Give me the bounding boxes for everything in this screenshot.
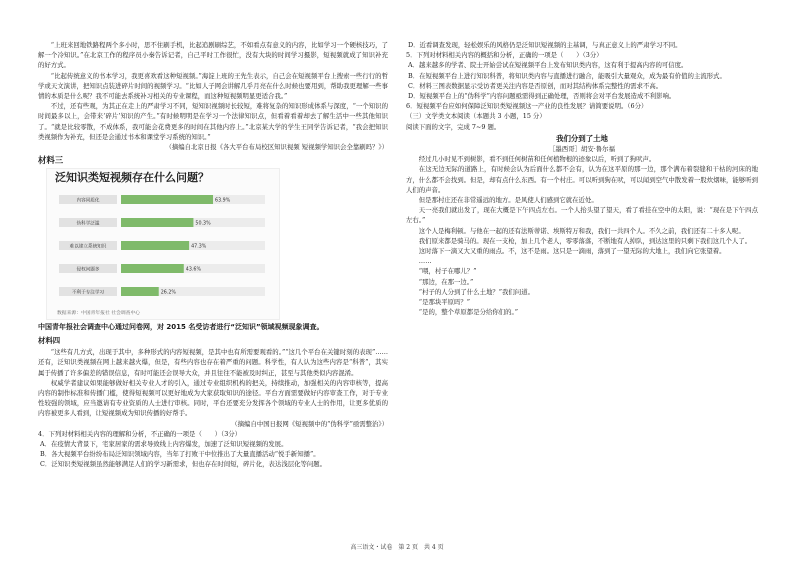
option-item: A．在疫情大背景下，宅家居家的需求导致线上内容爆发，加速了泛知识短视频的发展。 bbox=[40, 440, 288, 449]
source-note-2: （摘编自中国日报网《短视频中的“伪科学”亟需整治》） bbox=[231, 419, 388, 428]
paragraph: “上班来回地铁路程两个多小时，思不住刷手机，比起追剧刷综艺，不如看点有意义的内容，比如学习一个硬核技巧，了解一个冷知识。”在北京工作的程序员小秦告诉记者，自己平时工作很忙，没有大块的时间学习摄影，短视频就成了知识补充的好方式。 bbox=[38, 41, 388, 70]
intro-section bbox=[38, 40, 388, 142]
paragraph: “比起传统意义的书本学习，我更喜欢看这种短视频。”海淀上班的王先生表示，自己会在短视频平台上搜索一些行行的哲学或天文演讲，把知识点装进碎片时间的视频学习。“比如人子网会讲解几乎月亮在什么时候也要用到，帮助我更理解一些事情的本质是什么呢？我不可能去系统补习相关的专业课程，而这种短视频明显更适合我。” bbox=[38, 71, 388, 101]
option-item: D．短视频平台上的“伪科学”内容问题亟需得到正确处理，否则将会对平台发展造成不利影响。 bbox=[408, 92, 676, 101]
data-label: 63.9% bbox=[215, 198, 231, 204]
story-paragraph: “是的，整个草原都是分给你们的。” bbox=[418, 308, 518, 317]
section-heading: （三）文学类文本阅读（本题共 3 小题，15 分） bbox=[406, 112, 546, 121]
bar bbox=[121, 218, 193, 227]
material4-section bbox=[38, 335, 388, 418]
story-paragraph: 在这无边无际的道路上，有时候会认为后面什么都不会有，认为在这平原的那一边，那个满布着裂缝和干枯的河床的地方，什么都不会找到。但是，却有点什么东西。有一个村庄。可以听到狗在吠，可以闻到空气中散发着一股炊烟味，能够听到人们的声音。 bbox=[406, 165, 758, 194]
category-label: 内容同质化 bbox=[76, 198, 100, 204]
right-column bbox=[406, 40, 758, 317]
question-5: 5．下列对材料相关内容的概括和分析，正确的一项是（ ）（3分） bbox=[406, 51, 603, 60]
bar bbox=[121, 241, 189, 250]
data-label: 50.3% bbox=[195, 221, 211, 227]
bar bbox=[121, 287, 159, 296]
bar bbox=[121, 195, 213, 204]
material4-body bbox=[38, 347, 388, 418]
material3-heading: 材料三 bbox=[38, 155, 64, 166]
data-label: 43.6% bbox=[185, 267, 202, 273]
question-4-options bbox=[38, 439, 388, 470]
material4-heading: 材料四 bbox=[38, 336, 61, 346]
story-author: ［墨西哥］胡安·鲁尔福 bbox=[549, 145, 615, 154]
story-paragraph: 这个人是梅利顿。与他在一起的还有法斯蒂诺、埃斯特万和我，我们一共四个人。不久之前，我们还有二十多人呢。 bbox=[418, 226, 745, 235]
option-item: B．在短视频平台上进行知识科普，将知识类内容与直播进行融合，能吸引大量观众，成为最有价值的主流形式。 bbox=[408, 71, 726, 80]
option-item: A．越来越多的学者、院士开始尝试在短视频平台上发布知识类内容，这有利于提高内容的可信度。 bbox=[408, 61, 688, 70]
option-item: B．各大视频平台纷纷布局泛知识领域内容，当年了打败干中位推出了大量直播活动“悦手新知播”。 bbox=[40, 450, 320, 459]
question-6: 6．短视频平台应如何保障泛知识类短视频这一产业的良性发展？请简要说明。（6分） bbox=[406, 102, 648, 111]
story-paragraph: …… bbox=[418, 257, 432, 266]
question-5-options bbox=[406, 60, 758, 101]
story-paragraph: 经过几小时见不到树影，看不到任何树苗和任何植物根的迹象以后，听到了狗吠声。 bbox=[418, 155, 656, 164]
category-label: 伪科学泛滥 bbox=[76, 221, 100, 227]
story-body bbox=[406, 154, 758, 317]
category-label: 侵权问题多 bbox=[76, 267, 100, 273]
bar-chart bbox=[46, 168, 280, 320]
story-paragraph: 这时落下一滴又大又重的雨点。不，这不是雨。这只是一滴雨，落到了一望无际的大地上，我们向它张望着。 bbox=[418, 247, 726, 256]
story-paragraph: “是那块平原吗？” bbox=[418, 298, 471, 307]
story-paragraph: “村子的人分到了什么土地？”我们问道。 bbox=[418, 287, 534, 296]
story-paragraph: “那边，在那一边。” bbox=[418, 277, 474, 286]
story-title: 我们分到了土地 bbox=[556, 133, 608, 143]
paragraph: “这些有几方式，出现于其中，多种形式的内容短视频，是其中也有所需要观看的。”“这几个平台在关键时刻的表现”……还有，泛知识类视频在网上越来越火爆，但是，有些内容也存在着严重的问题。科学性，有人认为这些内容是“科普”，其实属于传播了许多偏差的错误信息，有时可能还会误导大众，并且往往不能被及时纠正，甚至与其他类似内容混淆。 bbox=[38, 348, 388, 377]
data-label: 47.3% bbox=[191, 244, 207, 250]
option-item: C．材料三图表数据显示受访者更关注内容是否原创，而对其结构体系完整性的需求不高。 bbox=[408, 81, 663, 90]
chart-plot bbox=[47, 169, 279, 319]
data-label: 26.2% bbox=[160, 290, 176, 296]
source-note-1: （摘编自北京日报《各大平台布局校区知识视频 短视频学知识会全靠刷吗？》） bbox=[165, 143, 388, 152]
story-paragraph: 天一亮我们就出发了，现在大概是下午四点左右。一个人抬头望了望天，看了看挂在空中的太阳，说：“现在是下午四点左右。” bbox=[406, 206, 758, 225]
page-footer: 高三语文・试卷 第 2 页 共 4 页 bbox=[350, 544, 444, 551]
left-column bbox=[38, 40, 388, 470]
story-paragraph: 但是那村庄还在非常遥远的地方。是风使人们感到它就在近处。 bbox=[418, 196, 598, 205]
paragraph: 不过，还有些观，为其正在走上的严肃学习不同，短知识视频时长较短，难将复杂的知识形成体系与深度，“一个知识的时间最多以上，会带来‘碎片’知识的产生。”有时候明明是在学习一个法律知识点，但看着看着却去了解生活中一些其他知识了。“就是比较零散，不成体系，我可能会花费更多的时间在其他内容上。”北京某大学的学生王同学告诉记者，“我会把知识类视频作为补充，但还是会通过书本和课堂学习系统的知识。” bbox=[38, 102, 388, 141]
chart-source: 数据来源：中国青年报社 社会调查中心 bbox=[57, 311, 141, 317]
reading-prompt: 阅读下面的文字，完成 7~9 题。 bbox=[406, 122, 501, 131]
question-4-option-d: D．近看调查发现，轻松娱乐的风格仍是泛知识短视频的主基调，与真正意义上的严肃学习不同。 bbox=[408, 41, 682, 49]
category-label: 不利于专注学习 bbox=[71, 290, 105, 296]
paragraph: 权威学者建议如果能够做好相关专业人才的引入，通过专业组织机构的把关，持续推动，加强相关的内容审核等，提高内容的制作标准和传播门槛，使得短视频可以更好地成为大家获取知识的途径。平台方面需要做好内容审查工作，对于专业性较强的领域，应当邀请有专业资质的人士进行审核。同时，平台还要充分发挥各个领域的专业人士的作用，让更多优质的内容被更多人看到，让短视频成为知识传播的好帮手。 bbox=[38, 378, 388, 418]
question-4: 4．下列对材料相关内容的理解和分析，不正确的一项是（ ）（3分） bbox=[38, 429, 242, 438]
story-paragraph: “喂，村子在哪儿？” bbox=[418, 267, 477, 276]
option-item: C．泛知识类短视频虽然能够满足人们的学习新需求，但也存在时间短，碎片化，表达浅层化等问题。 bbox=[40, 460, 327, 469]
chart-title: 泛知识类短视频存在什么问题？ bbox=[55, 171, 209, 185]
chart-caption: 中国青年报社会调查中心通过问卷网，对 2015 名受访者进行“泛知识”领域视频现象调查。 bbox=[38, 323, 324, 332]
story-paragraph: 我们原来都是骑马的。现在一支枪，加上几个老人，零零落落，不断地有人掉队，到达这里的只剩下我们这几个人了。 bbox=[418, 236, 752, 245]
category-label: 难以建立系统知识 bbox=[69, 244, 107, 250]
bar bbox=[121, 264, 184, 273]
